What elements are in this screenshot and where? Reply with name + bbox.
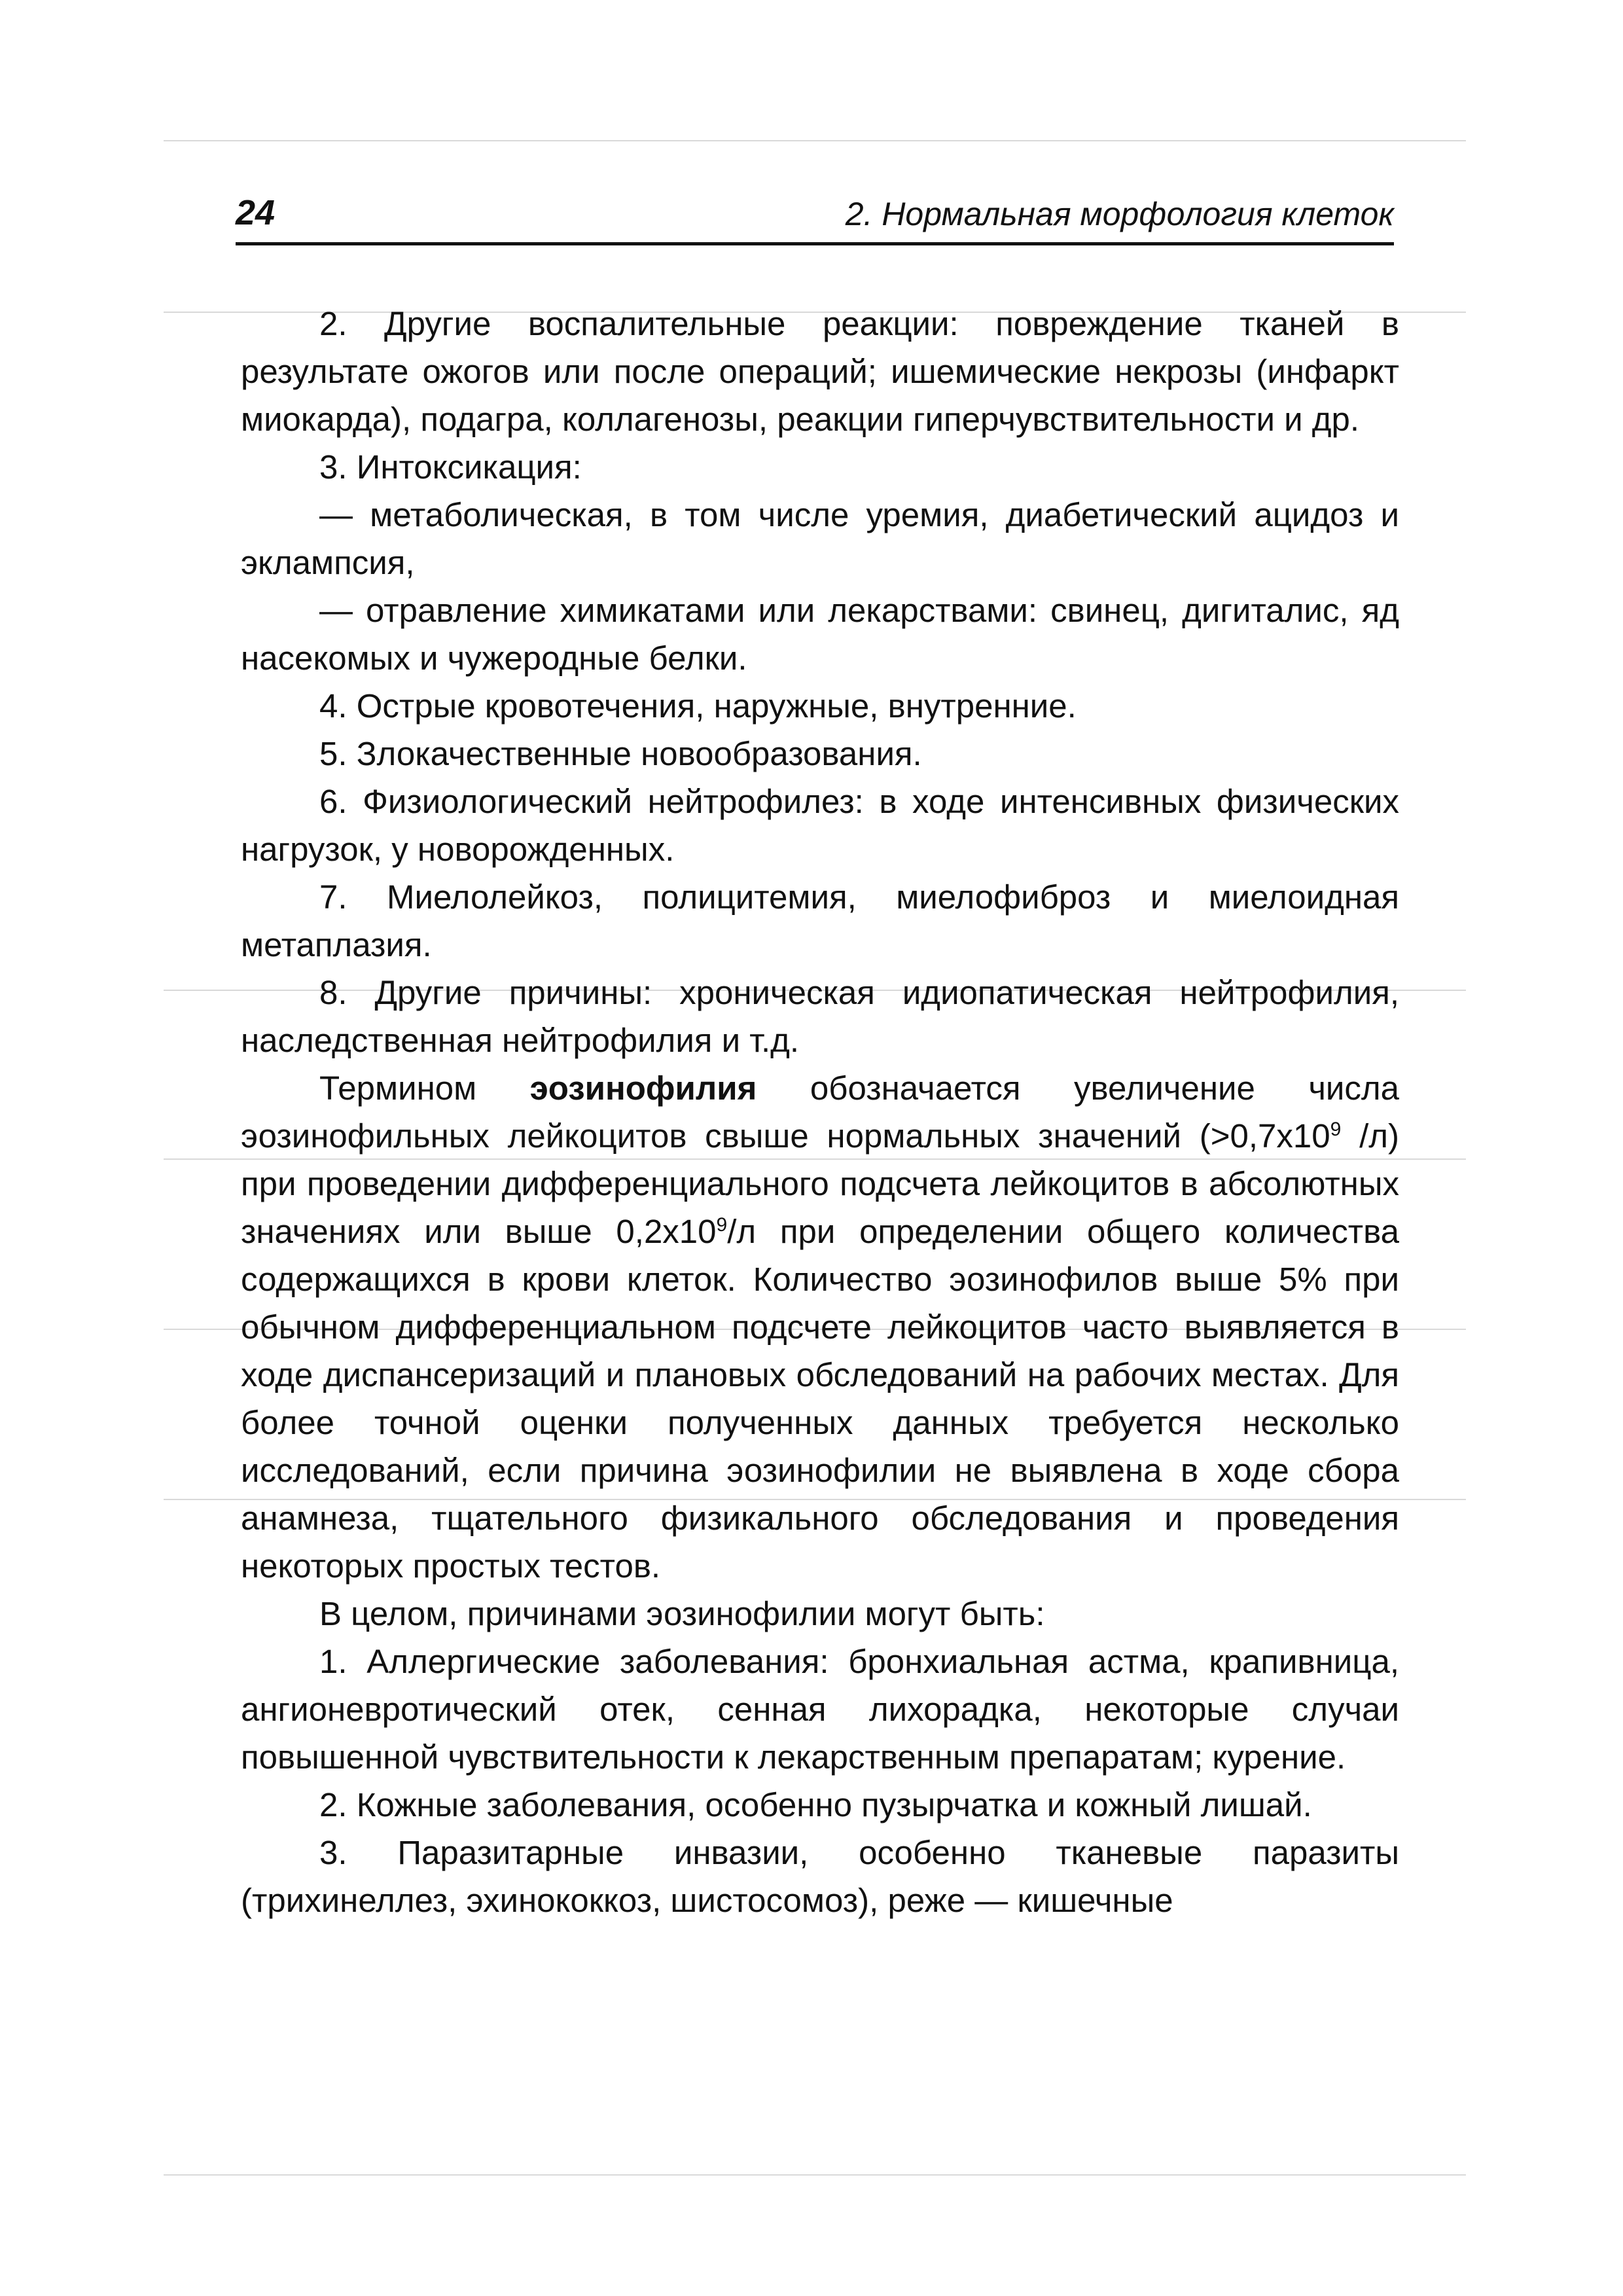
scan-artifact-line [164,140,1466,141]
definition-text: /л при определении общего количества содержащихся в крови клеток. Количество эозинофилов выше 5% при обычном дифференциальном подсчете лейкоцитов часто выявляется в ходе диспансеризаций и плановых обследований на рабочих местах. Для более точной оценки полученных данных требуется несколько исследований, если причина эозинофилии не выявлена в ходе сбора анамнеза, тщательного физикального обследования и проведения некоторых простых тестов. [241,1213,1399,1585]
scan-artifact-line [164,2174,1466,2176]
exponent: 9 [716,1214,728,1236]
paragraph: — отравление химикатами или лекарствами: свинец, дигиталис, яд насекомых и чужеродные белки. [241,592,1399,677]
definition-lead: Термином [319,1069,477,1107]
paragraph: 2. Другие воспалительные реакции: повреждение тканей в результате ожогов или после операций; ишемические некрозы (инфаркт миокарда), подагра, коллагенозы, реакции гиперчувствительности и др. [241,305,1399,438]
exponent: 9 [1330,1119,1342,1140]
body-text [241,300,1399,1924]
cause-item: 2. Кожные заболевания, особенно пузырчатка и кожный лишай. [319,1786,1312,1823]
defined-term: эозинофилия [529,1069,757,1107]
page-number: 24 [236,193,276,232]
paragraph: 3. Интоксикация: [319,448,582,486]
paragraph: 8. Другие причины: хроническая идиопатическая нейтрофилия, наследственная нейтрофилия и т.д. [241,974,1399,1059]
cause-item: 3. Паразитарные инвазии, особенно тканевые паразиты (трихинеллез, эхинококкоз, шистосомоз), реже — кишечные [241,1834,1399,1919]
definition-text: обозначается увеличение числа эозинофильных лейкоцитов свыше нормальных значений (>0,7x10 [241,1069,1400,1155]
paragraph: 4. Острые кровотечения, наружные, внутренние. [319,687,1077,725]
paragraph: 7. Миелолейкоз, полицитемия, миелофиброз и миелоидная метаплазия. [241,878,1399,963]
paragraph: 5. Злокачественные новообразования. [319,735,922,772]
paragraph: 6. Физиологический нейтрофилез: в ходе интенсивных физических нагрузок, у новорожденных. [241,783,1399,868]
running-title: 2. Нормальная морфология клеток [845,196,1394,232]
paragraph: — метаболическая, в том числе уремия, диабетический ацидоз и эклампсия, [241,496,1399,581]
causes-intro: В целом, причинами эозинофилии могут быть: [319,1595,1045,1632]
page-header [236,190,1394,245]
eosinophilia-definition [241,1064,1399,1590]
definition-text: /л) при проведении дифференциального подсчета лейкоцитов в абсолютных значениях или выше 0,2x10 [241,1117,1399,1250]
cause-item: 1. Аллергические заболевания: бронхиальная астма, крапивница, ангионевротический отек, сенная лихорадка, некоторые случаи повышенной чувствительности к лекарственным препаратам; курение. [241,1643,1399,1776]
